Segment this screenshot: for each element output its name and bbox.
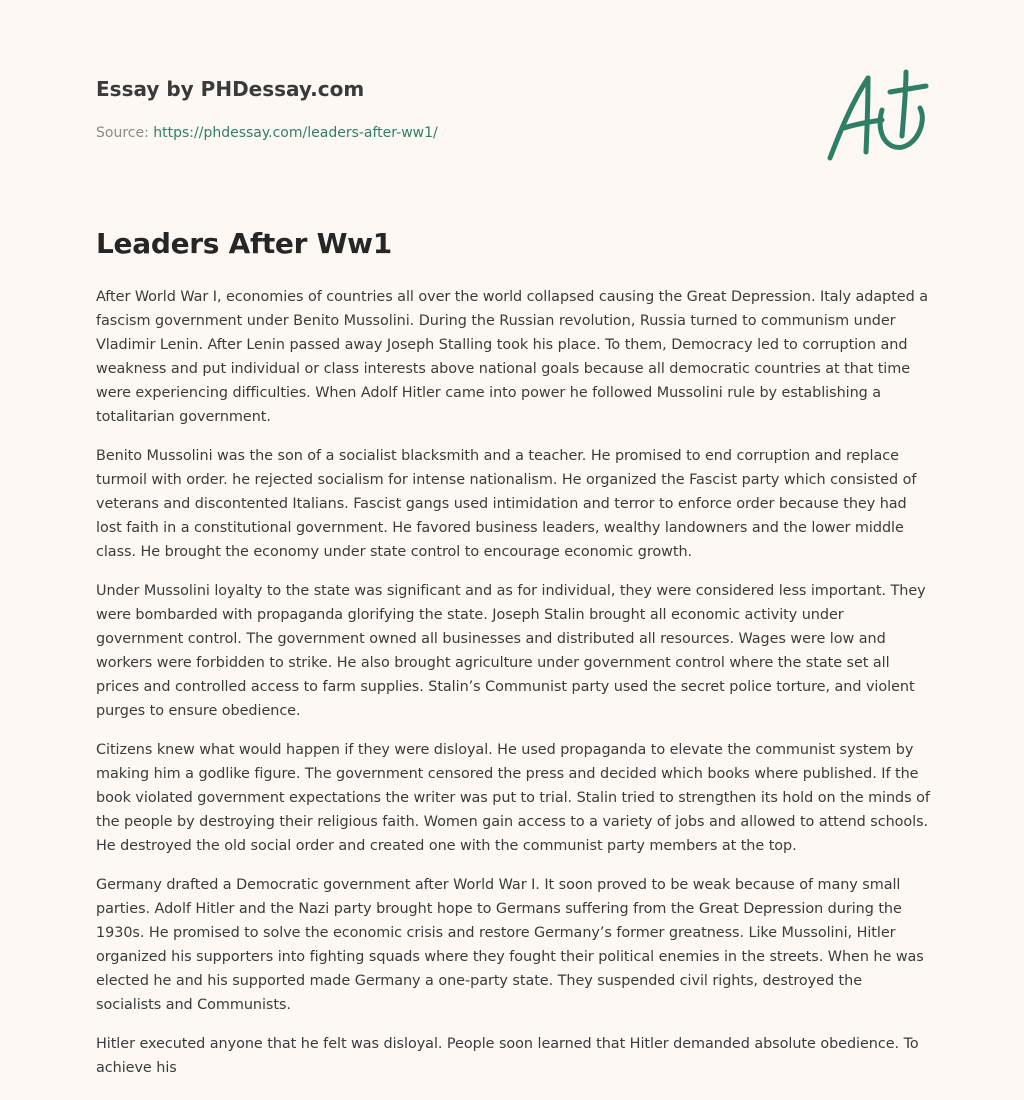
site-brand: Essay by PHDessay.com	[96, 77, 365, 101]
essay-header	[96, 74, 928, 143]
a-plus-grade-logo-icon	[822, 66, 930, 166]
source-link[interactable]: https://phdessay.com/leaders-after-ww1/	[153, 125, 438, 141]
essay-paragraph: Citizens knew what would happen if they were disloyal. He used propaganda to elevate the communist system by making him a godlike figure. The government censored the press and decided which books where published. If the book violated government expectations the writer was put to trial. Stalin tried to strengthen its hold on the minds of the people by destroying their religious faith. Women gain access to a variety of jobs and allowed to attend schools. He destroyed the old social order and created one with the communist party members at the top.	[96, 742, 930, 854]
essay-paragraph: Hitler executed anyone that he felt was disloyal. People soon learned that Hitler demanded absolute obedience. To achieve his	[96, 1036, 919, 1076]
source-line	[96, 123, 928, 143]
source-label: Source:	[96, 125, 149, 141]
essay-paragraph: Under Mussolini loyalty to the state was significant and as for individual, they were considered less important. They were bombarded with propaganda glorifying the state. Joseph Stalin brought all economic activity under government control. The government owned all businesses and distributed all resources. Wages were low and workers were forbidden to strike. He also brought agriculture under government control where the state set all prices and controlled access to farm supplies. Stalin’s Communist party used the secret police torture, and violent purges to ensure obedience.	[96, 583, 926, 719]
essay-paragraph: Germany drafted a Democratic government after World War I. It soon proved to be weak because of many small parties. Adolf Hitler and the Nazi party brought hope to Germans suffering from the Great Depression during the 1930s. He promised to solve the economic crisis and restore Germany’s former greatness. Like Mussolini, Hitler organized his supporters into fighting squads where they fought their political enemies in the streets. When he was elected he and his supported made Germany a one-party state. They suspended civil rights, destroyed the socialists and Communists.	[96, 877, 924, 1013]
essay-paragraph: Benito Mussolini was the son of a socialist blacksmith and a teacher. He promised to end corruption and replace turmoil with order. he rejected socialism for intense nationalism. He organized the Fascist party which consisted of veterans and discontented Italians. Fascist gangs used intimidation and terror to enforce order because they had lost faith in a constitutional government. He favored business leaders, wealthy landowners and the lower middle class. He brought the economy under state control to encourage economic growth.	[96, 448, 917, 560]
essay-paragraph: After World War I, economies of countries all over the world collapsed causing the Great Depression. Italy adapted a fascism government under Benito Mussolini. During the Russian revolution, Russia turned to communism under Vladimir Lenin. After Lenin passed away Joseph Stalling took his place. To them, Democracy led to corruption and weakness and put individual or class interests above national goals because all democratic countries at that time were experiencing difficulties. When Adolf Hitler came into power he followed Mussolini rule by establishing a totalitarian government.	[96, 289, 928, 425]
essay-body	[96, 285, 930, 1095]
essay-title: Leaders After Ww1	[96, 227, 392, 260]
